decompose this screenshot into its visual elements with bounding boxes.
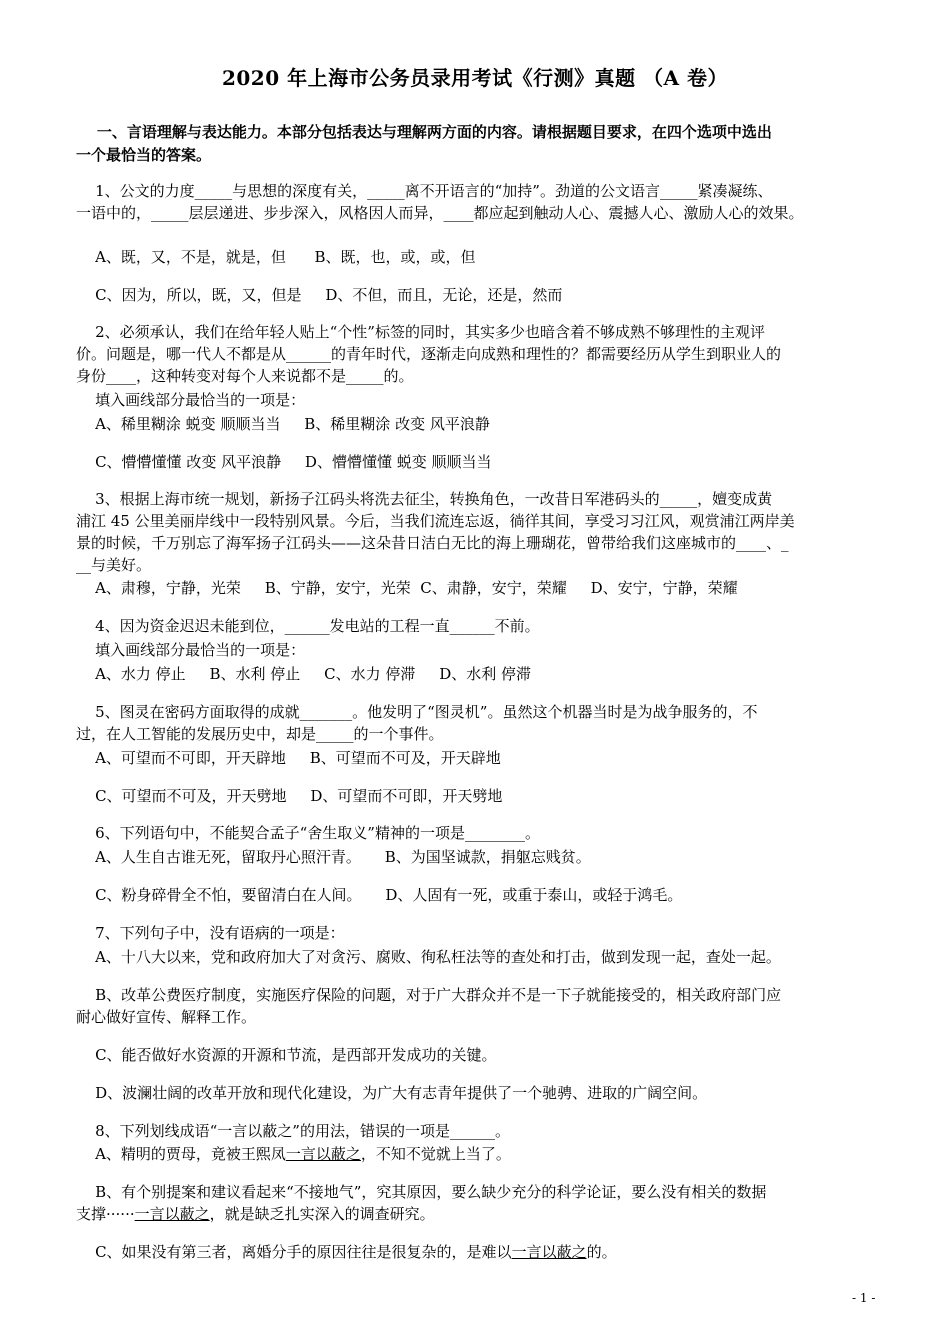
q7-option-b-line2: 耐心做好宣传、解释工作。 <box>76 1008 257 1026</box>
q8-option-b-line2 <box>76 1204 435 1224</box>
q6-options-cd: C、粉身碎骨全不怕，要留清白在人间。 D、人固有一死，或重于泰山，或轻于鸿毛。 <box>76 886 683 904</box>
q8-option-a-post: ，不知不觉就上当了。 <box>360 1145 511 1163</box>
q5-line2: 过，在人工智能的发展历史中，却是_____的一个事件。 <box>76 725 444 743</box>
q8-option-c <box>76 1242 617 1262</box>
q8-option-a-idiom: 一言以蔽之 <box>285 1145 361 1163</box>
q8-line1: 8、下列划线成语“一言以蔽之”的用法，错误的一项是______。 <box>76 1122 510 1140</box>
q8-option-b-line1: B、有个别提案和建议看起来“不接地气”，究其原因，要么缺少充分的科学论证，要么没有相关的数据 <box>76 1183 767 1201</box>
q7-option-b-line1: B、改革公费医疗制度，实施医疗保险的问题，对于广大群众并不是一下子就能接受的，相关政府部门应 <box>76 986 782 1004</box>
q2-line1: 2、必须承认，我们在给年轻人贴上“个性”标签的同时，其实多少也暗含着不够成熟不够理性的主观评 <box>76 323 765 341</box>
q8-option-c-post: 的。 <box>586 1243 617 1261</box>
q8-option-a <box>76 1144 511 1164</box>
q7-option-c: C、能否做好水资源的开源和节流，是西部开发成功的关键。 <box>76 1046 497 1064</box>
q3-line1: 3、根据上海市统一规划，新扬子江码头将洗去征尘，转换角色，一改昔日军港码头的_____，嬗变成黄 <box>76 490 773 508</box>
q7-option-a: A、十八大以来，党和政府加大了对贪污、腐败、徇私枉法等的查处和打击，做到发现一起，查处一起。 <box>76 948 781 966</box>
q7-line1: 7、下列句子中，没有语病的一项是： <box>76 924 345 942</box>
q3-line3: 景的时候，千万别忘了海军扬子江码头——这朵昔日洁白无比的海上珊瑚花，曾带给我们这座城市的____、_ <box>76 534 789 552</box>
q8-option-c-idiom: 一言以蔽之 <box>511 1243 587 1261</box>
section-heading-line2: 一个最恰当的答案。 <box>76 146 212 164</box>
page-number: - 1 - <box>852 1291 876 1305</box>
q1-line2: 一语中的，_____层层递进、步步深入，风格因人而异，____都应起到触动人心、震撼人心、激励人心的效果。 <box>76 204 804 222</box>
q2-line3: 身份____，这种转变对每个人来说都不是_____的。 <box>76 367 414 385</box>
q8-option-b-pre: 支撑······ <box>76 1205 135 1223</box>
section-heading-line1: 一、言语理解与表达能力。本部分包括表达与理解两方面的内容。请根据题目要求，在四个选项中选出 <box>76 123 772 141</box>
q6-line1: 6、下列语句中，不能契合孟子“舍生取义”精神的一项是________。 <box>76 824 540 842</box>
q1-options-ab: A、既，又，不是，就是，但 B、既，也，或，或，但 <box>76 248 476 266</box>
q4-prompt: 填入画线部分最恰当的一项是： <box>76 641 306 659</box>
q2-prompt: 填入画线部分最恰当的一项是： <box>76 391 306 409</box>
q8-option-c-pre: C、如果没有第三者，离婚分手的原因往往是很复杂的，是难以 <box>76 1243 512 1261</box>
q4-line1: 4、因为资金迟迟未能到位，______发电站的工程一直______不前。 <box>76 617 540 635</box>
q1-line1: 1、公文的力度_____与思想的深度有关，_____离不开语言的“加持”。劲道的公文语言_____紧凑凝练、 <box>76 182 773 200</box>
q3-line2: 浦江 45 公里美丽岸线中一段特别风景。今后，当我们流连忘返，徜徉其间，享受习习江风，观赏浦江两岸美 <box>76 512 795 530</box>
q4-options: A、水力 停止 B、水利 停止 C、水力 停滞 D、水利 停滞 <box>76 665 532 683</box>
q8-option-a-pre: A、精明的贾母，竟被王熙凤 <box>76 1145 286 1163</box>
page-title: 2020 年上海市公务员录用考试《行测》真题 （A 卷） <box>221 66 729 90</box>
q7-option-d: D、波澜壮阔的改革开放和现代化建设，为广大有志青年提供了一个驰骋、进取的广阔空间。 <box>76 1084 708 1102</box>
q6-options-ab: A、人生自古谁无死，留取丹心照汗青。 B、为国坚诚款，捐躯忘贱贫。 <box>76 848 591 866</box>
q3-options: A、肃穆，宁静，光荣 B、宁静，安宁，光荣 C、肃静，安宁，荣耀 D、安宁，宁静，荣耀 <box>76 579 738 597</box>
q5-options-ab: A、可望而不可即，开天辟地 B、可望而不可及，开天辟地 <box>76 749 501 767</box>
q5-line1: 5、图灵在密码方面取得的成就_______。他发明了“图灵机”。虽然这个机器当时是为战争服务的，不 <box>76 703 758 721</box>
q8-option-b-idiom: 一言以蔽之 <box>134 1205 210 1223</box>
q8-option-b-post: ，就是缺乏扎实深入的调查研究。 <box>209 1205 435 1223</box>
q2-line2: 价。问题是，哪一代人不都是从______的青年时代，逐渐走向成熟和理性的？都需要经历从学生到职业人的 <box>76 345 782 363</box>
q5-options-cd: C、可望而不可及，开天劈地 D、可望而不可即，开天劈地 <box>76 787 503 805</box>
q2-options-ab: A、稀里糊涂 蜕变 顺顺当当 B、稀里糊涂 改变 风平浪静 <box>76 415 490 433</box>
q1-options-cd: C、因为，所以，既，又，但是 D、不但，而且，无论，还是，然而 <box>76 286 563 304</box>
q2-options-cd: C、懵懵懂懂 改变 风平浪静 D、懵懵懂懂 蜕变 顺顺当当 <box>76 453 492 471</box>
q3-line4: __与美好。 <box>76 556 152 574</box>
